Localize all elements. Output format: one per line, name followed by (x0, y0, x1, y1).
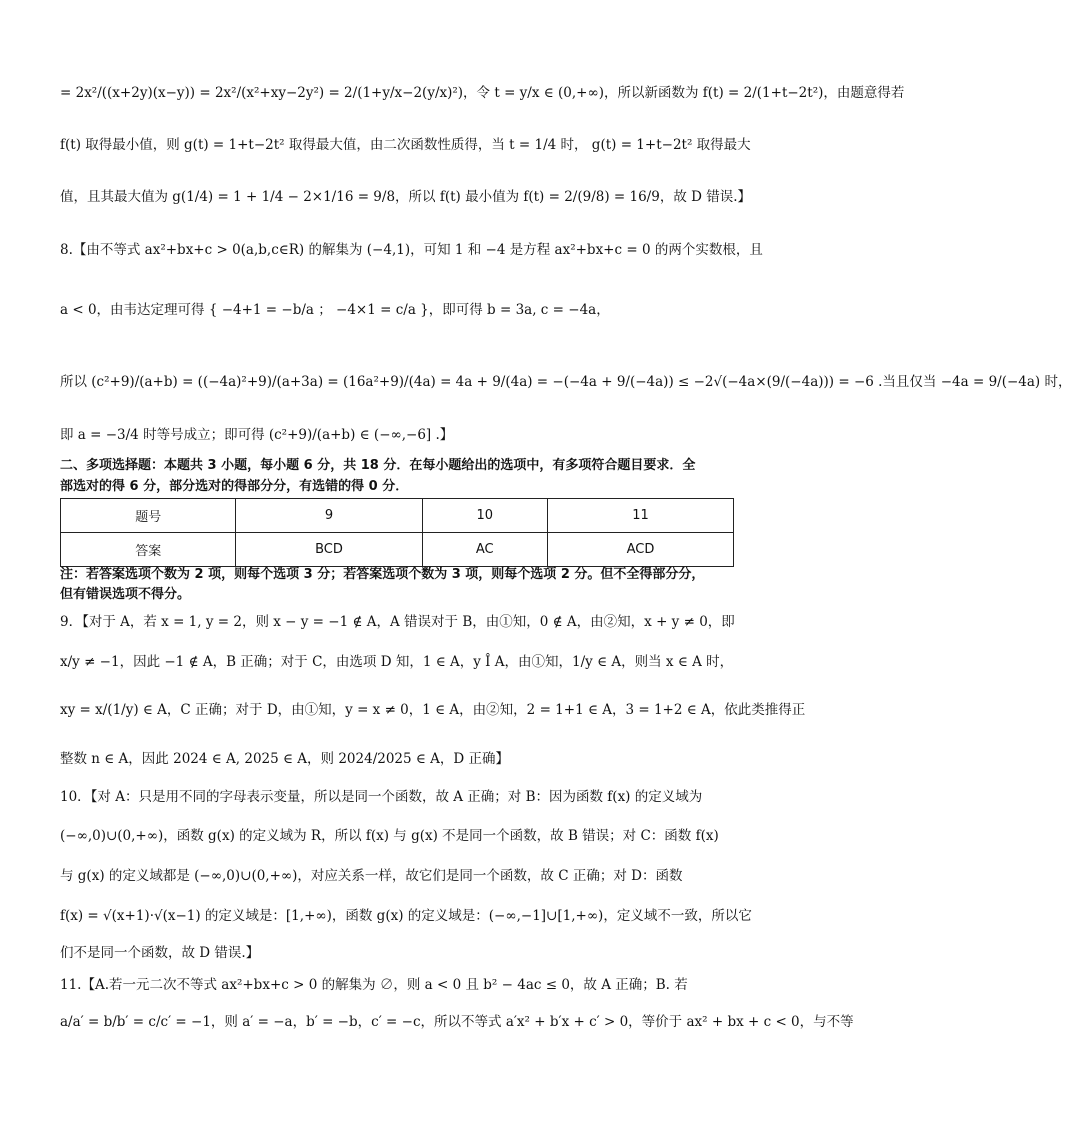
solution-9-line-4: 整数 n ∈ A，因此 2024 ∈ A, 2025 ∈ A，则 2024/2025 ∈ A，D 正确】 (60, 751, 510, 767)
note-line-1: 注：若答案选项个数为 2 项，则每个选项 3 分；若答案选项个数为 3 项，则每个选项 2 分。但不全得部分分， (60, 567, 705, 582)
solution-7-line-2: f(t) 取得最小值，则 g(t) = 1+t−2t² 取得最大值，由二次函数性质得，当 t = 1/4 时， g(t) = 1+t−2t² 取得最大 (60, 137, 751, 153)
solution-8-line-1: 8.【由不等式 ax²+bx+c > 0(a,b,c∈R) 的解集为 (−4,1)，可知 1 和 −4 是方程 ax²+bx+c = 0 的两个实数根，且 (60, 242, 763, 258)
section-heading-line-1: 二、多项选择题：本题共 3 小题，每小题 6 分，共 18 分．在每小题给出的选项中，有多项符合题目要求．全 (60, 458, 696, 473)
solution-11-line-1: 11.【A.若一元二次不等式 ax²+bx+c > 0 的解集为 ∅，则 a < 0 且 b² − 4ac ≤ 0，故 A 正确；B. 若 (60, 977, 688, 993)
table-cell: 9 (236, 499, 422, 533)
table-cell: 题号 (61, 499, 236, 533)
solution-10-line-4: f(x) = √(x+1)·√(x−1) 的定义域是：[1,+∞)，函数 g(x) 的定义域是：(−∞,−1]∪[1,+∞)，定义域不一致，所以它 (60, 908, 752, 924)
solution-7-line-3: 值，且其最大值为 g(1/4) = 1 + 1/4 − 2×1/16 = 9/8，所以 f(t) 最小值为 f(t) = 2/(9/8) = 16/9，故 D 错误.】 (60, 189, 752, 205)
solution-9-line-2: x/y ≠ −1，因此 −1 ∉ A，B 正确；对于 C，由选项 D 知，1 ∈ A，y Î A，由①知，1/y ∈ A，则当 x ∈ A 时， (60, 654, 734, 670)
table-cell: 11 (547, 499, 733, 533)
solution-9-line-1: 9．【对于 A，若 x = 1, y = 2，则 x − y = −1 ∉ A，A 错误对于 B，由①知，0 ∉ A，由②知，x + y ≠ 0，即 (60, 614, 735, 630)
solution-10-line-1: 10．【对 A：只是用不同的字母表示变量，所以是同一个函数，故 A 正确；对 B：因为函数 f(x) 的定义域为 (60, 789, 703, 805)
solution-8-line-2: a < 0，由韦达定理可得 { −4+1 = −b/a ； −4×1 = c/a }，即可得 b = 3a, c = −4a， (60, 302, 610, 318)
table-cell: ACD (547, 533, 733, 567)
solution-11-line-2: a/a′ = b/b′ = c/c′ = −1，则 a′ = −a，b′ = −b，c′ = −c，所以不等式 a′x² + b′x + c′ > 0，等价于 ax² + bx + c < 0，与不等 (60, 1014, 854, 1030)
note-line-2: 但有错误选项不得分。 (60, 587, 191, 602)
section-heading-line-2: 部选对的得 6 分，部分选对的得部分分，有选错的得 0 分． (60, 479, 409, 494)
table-cell: 答案 (61, 533, 236, 567)
solution-7-line-1: = 2x²/((x+2y)(x−y)) = 2x²/(x²+xy−2y²) = 2/(1+y/x−2(y/x)²)，令 t = y/x ∈ (0,+∞)，所以新函数为 f(t) = 2/(1+t−2t²)，由题意得若 (60, 85, 905, 101)
table-cell: BCD (236, 533, 422, 567)
solution-8-line-4: 即 a = −3/4 时等号成立；即可得 (c²+9)/(a+b) ∈ (−∞,−6] .】 (60, 427, 454, 443)
solution-8-line-3: 所以 (c²+9)/(a+b) = ((−4a)²+9)/(a+3a) = (16a²+9)/(4a) = 4a + 9/(4a) = −(−4a + 9/(−4a)) ≤ −2√(−4a×(9/(−4a))) = −6 .当且仅当 −4a = 9/(−4a) 时， (60, 374, 1071, 390)
solution-10-line-5: 们不是同一个函数，故 D 错误.】 (60, 945, 260, 961)
table-row (61, 499, 734, 533)
table-cell: 10 (422, 499, 547, 533)
solution-10-line-3: 与 g(x) 的定义域都是 (−∞,0)∪(0,+∞)，对应关系一样，故它们是同一个函数，故 C 正确；对 D：函数 (60, 868, 683, 884)
solution-10-line-2: (−∞,0)∪(0,+∞)，函数 g(x) 的定义域为 R，所以 f(x) 与 g(x) 不是同一个函数，故 B 错误；对 C：函数 f(x) (60, 828, 719, 844)
answer-table (60, 498, 734, 567)
solution-9-line-3: xy = x/(1/y) ∈ A，C 正确；对于 D，由①知，y = x ≠ 0，1 ∈ A，由②知，2 = 1+1 ∈ A，3 = 1+2 ∈ A，依此类推得正 (60, 702, 806, 718)
table-row (61, 533, 734, 567)
table-cell: AC (422, 533, 547, 567)
